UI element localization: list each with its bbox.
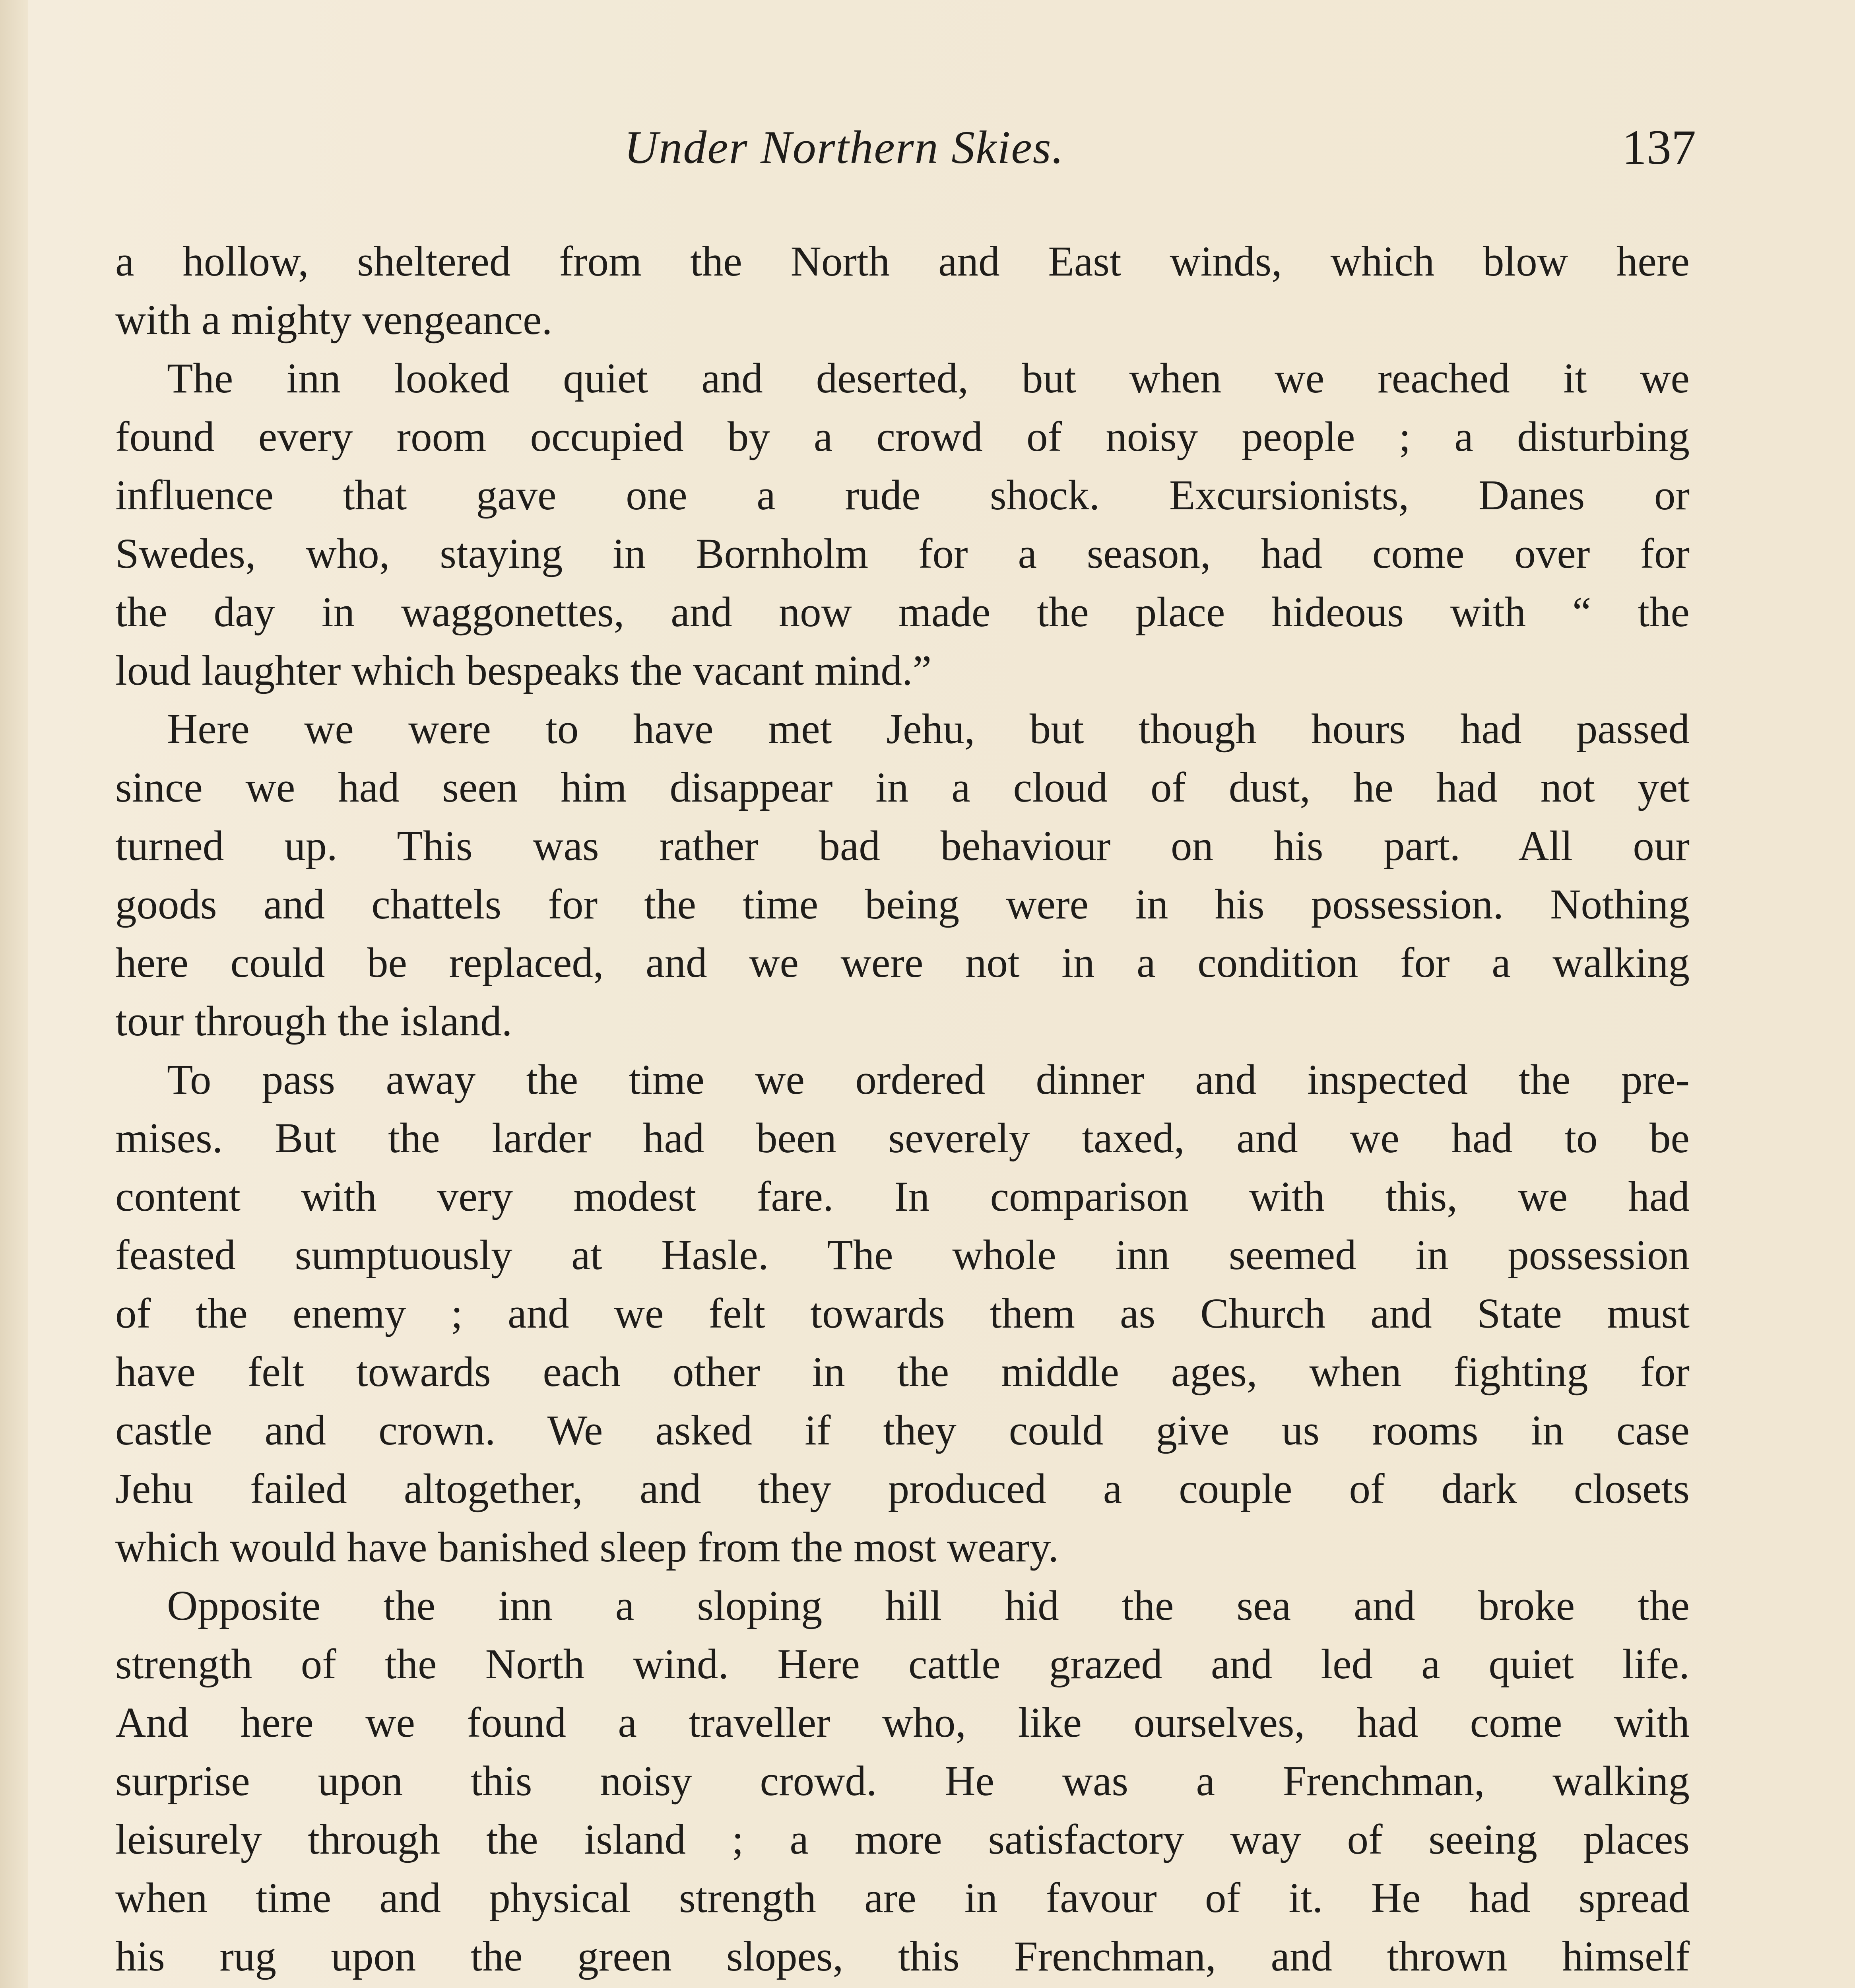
text-line: influence that gave one a rude shock. Excursionists, Danes or (115, 472, 1690, 519)
text-line: Jehu failed altogether, and they produced a couple of dark closets (115, 1466, 1690, 1512)
text-line: mises. But the larder had been severely taxed, and we had to be (115, 1115, 1690, 1162)
text-line: when time and physical strength are in favour of it. He had spread (115, 1875, 1690, 1922)
text-line: strength of the North wind. Here cattle grazed and led a quiet life. (115, 1641, 1690, 1688)
text-line: castle and crown. We asked if they could give us rooms in case (115, 1407, 1690, 1454)
text-line: And here we found a traveller who, like ourselves, had come with (115, 1699, 1690, 1746)
text-line: The inn looked quiet and deserted, but when we reached it we (167, 355, 1690, 402)
text-line: found every room occupied by a crowd of noisy people ; a disturbing (115, 414, 1690, 460)
text-line: loud laughter which bespeaks the vacant mind.” (115, 647, 932, 694)
text-line: To pass away the time we ordered dinner and inspected the pre- (167, 1056, 1690, 1103)
text-line: feasted sumptuously at Hasle. The whole inn seemed in possession (115, 1232, 1690, 1279)
text-line: Swedes, who, staying in Bornholm for a season, had come over for (115, 530, 1690, 577)
text-line: of the enemy ; and we felt towards them as Church and State must (115, 1290, 1690, 1337)
text-line: with a mighty vengeance. (115, 297, 553, 344)
text-line: have felt towards each other in the middle ages, when fighting for (115, 1349, 1690, 1396)
text-line: Here we were to have met Jehu, but though hours had passed (167, 706, 1690, 753)
text-line: Opposite the inn a sloping hill hid the sea and broke the (167, 1582, 1690, 1629)
text-line: turned up. This was rather bad behaviour on his part. All our (115, 823, 1690, 870)
text-line: content with very modest fare. In comparison with this, we had (115, 1173, 1690, 1220)
text-line: tour through the island. (115, 998, 512, 1045)
text-line (115, 1986, 1690, 1988)
page-number: 137 (1622, 120, 1696, 175)
text-line: which would have banished sleep from the most weary. (115, 1524, 1059, 1571)
text-line: the day in waggonettes, and now made the place hideous with “ the (115, 589, 1690, 636)
text-line: his rug upon the green slopes, this Frenchman, and thrown himself (115, 1933, 1690, 1980)
text-line: since we had seen him disappear in a cloud of dust, he had not yet (115, 764, 1690, 811)
text-line: surprise upon this noisy crowd. He was a Frenchman, walking (115, 1758, 1690, 1805)
text-line: a hollow, sheltered from the North and East winds, which blow here (115, 238, 1690, 285)
text-line: here could be replaced, and we were not in a condition for a walking (115, 940, 1690, 986)
page-gutter-shadow (0, 0, 28, 1988)
running-title: Under Northern Skies. (624, 121, 1065, 173)
text-line: leisurely through the island ; a more satisfactory way of seeing places (115, 1816, 1690, 1863)
body-text (115, 233, 1690, 1988)
page-header (115, 118, 1696, 181)
text-line: goods and chattels for the time being were in his possession. Nothing (115, 881, 1690, 928)
